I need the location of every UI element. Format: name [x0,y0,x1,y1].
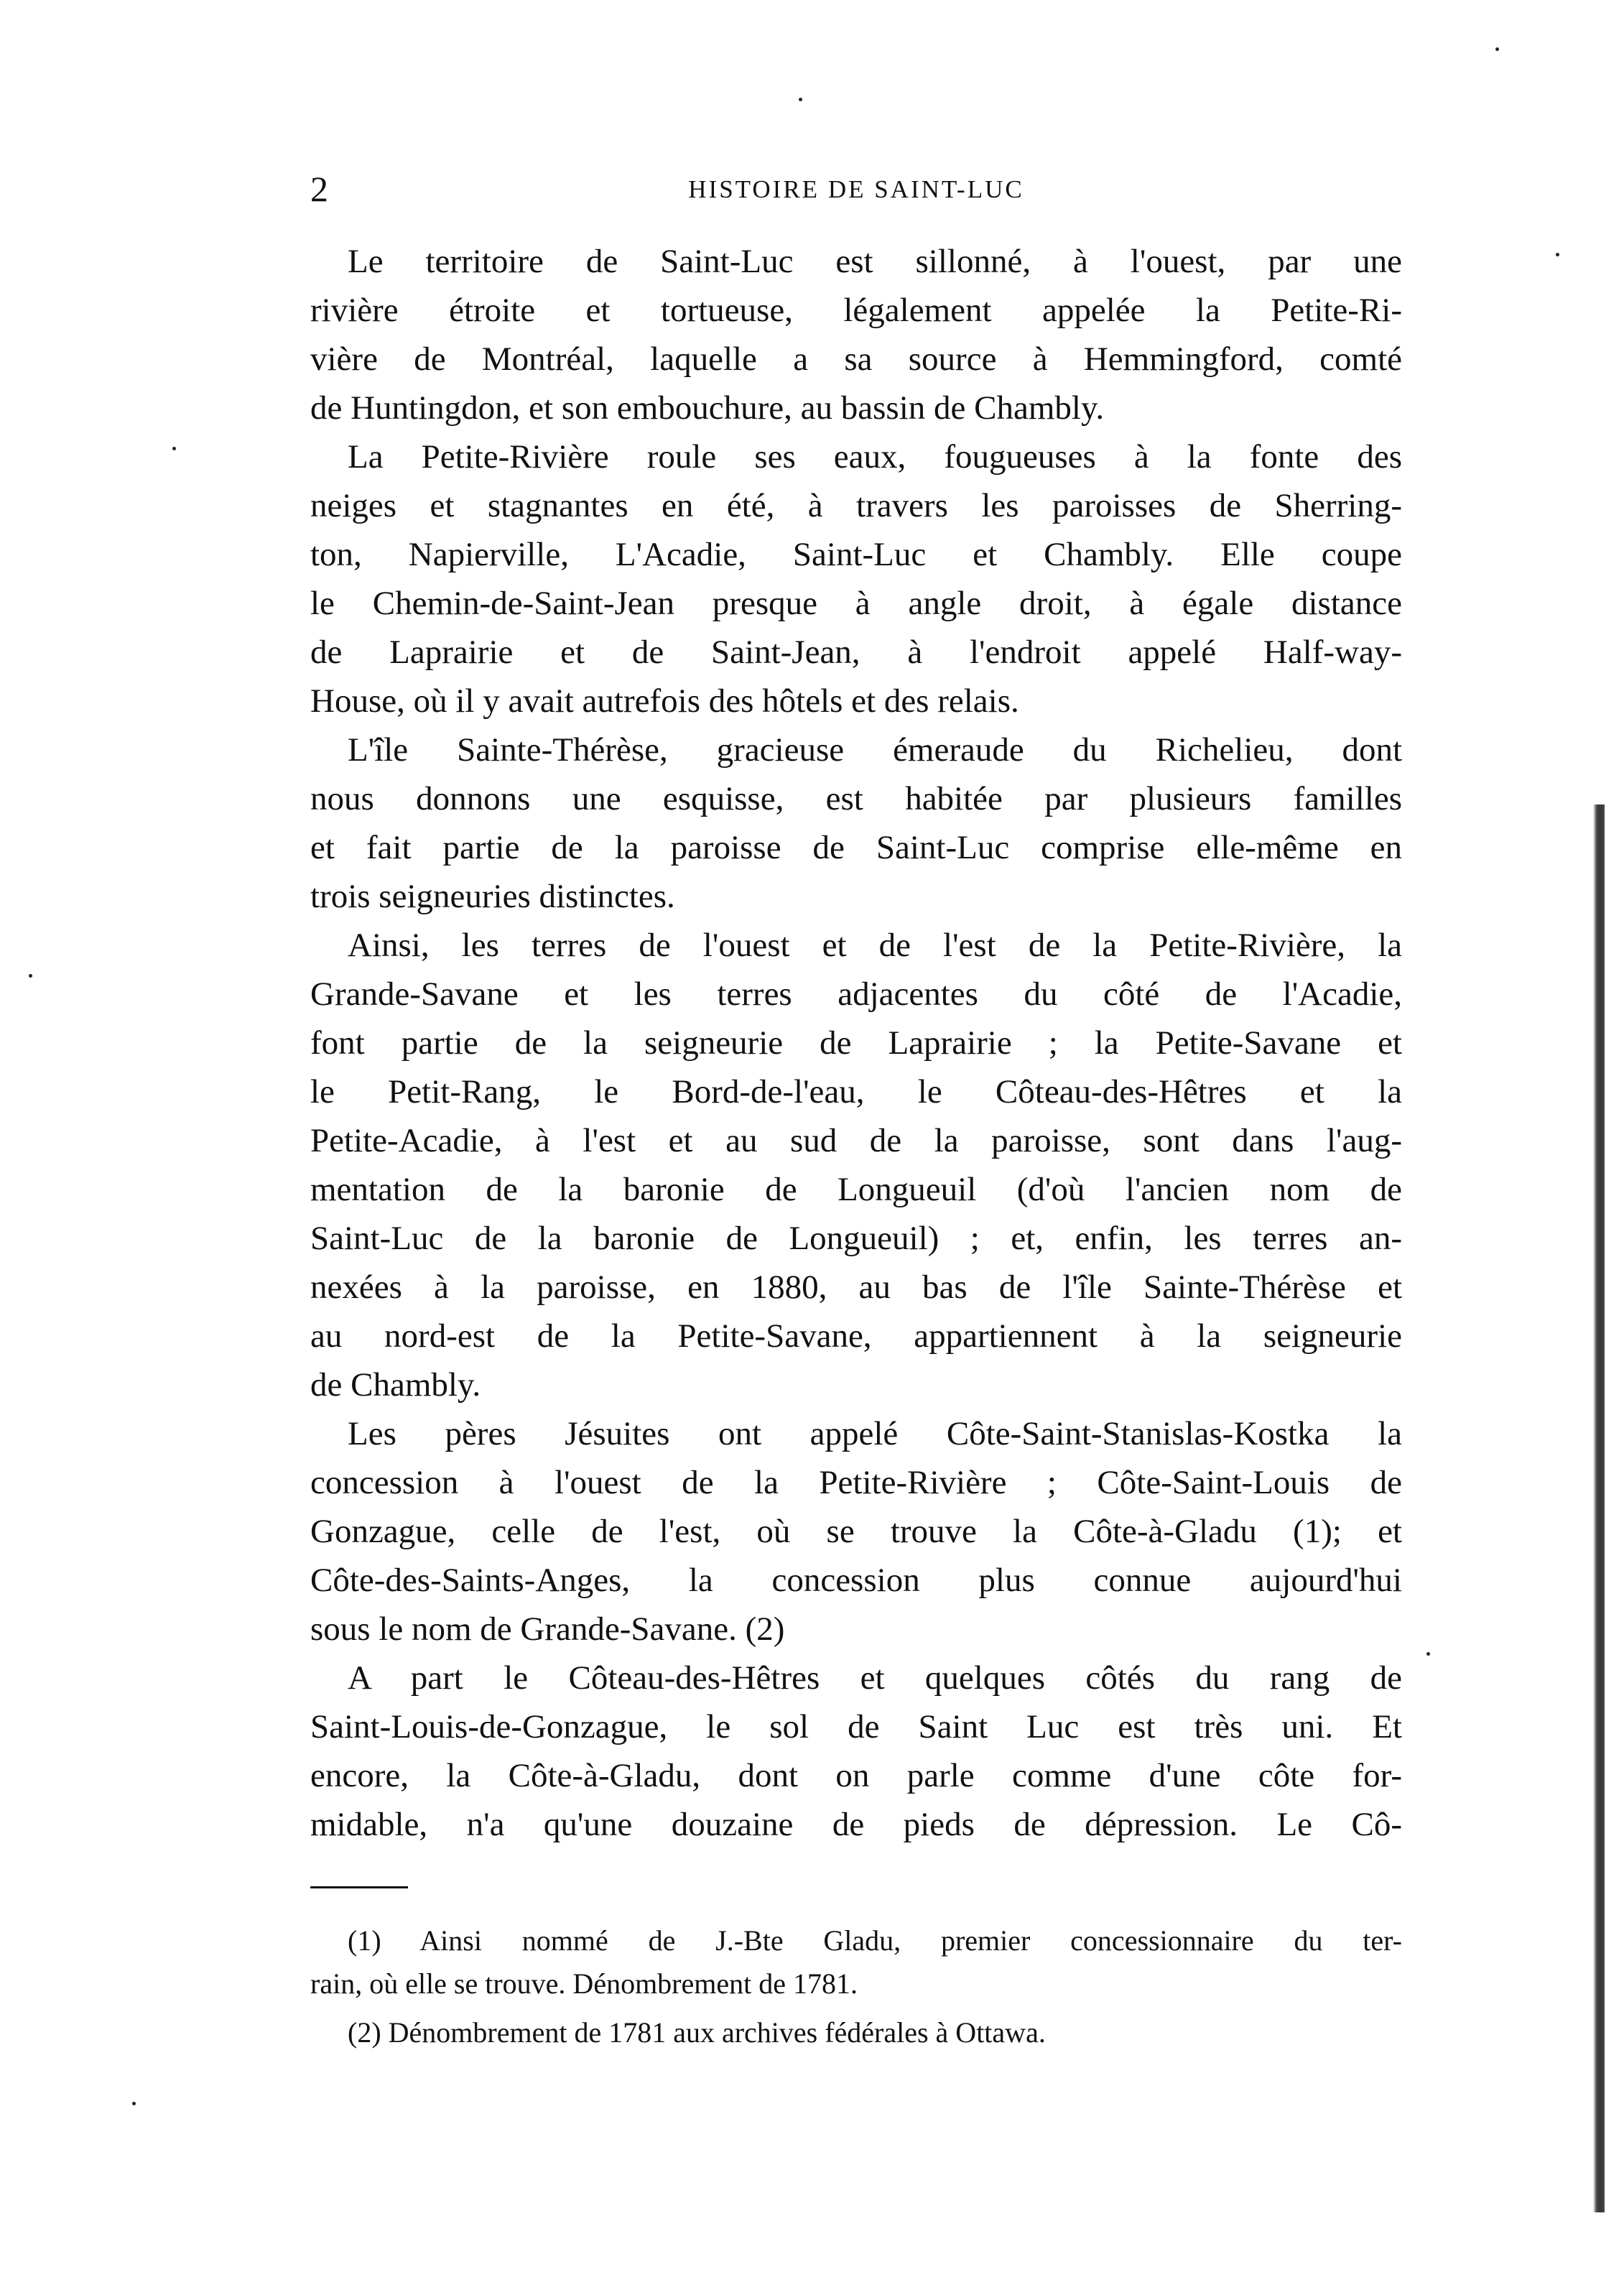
text-line: font partie de la seigneurie de Laprairie ; la Petite-Savane et [310,1024,1402,1062]
text-line: de Chambly. [310,1366,481,1404]
text-line: trois seigneuries distinctes. [310,878,675,915]
footnotes [310,1919,1402,2054]
text-line: Les pères Jésuites ont appelé Côte-Saint-Stanislas-Kostka la [348,1415,1402,1452]
scan-speck [132,2102,136,2105]
scan-speck [1426,1652,1430,1656]
text-line: encore, la Côte-à-Gladu, dont on parle comme d'une côte for- [310,1757,1402,1794]
text-line: neiges et stagnantes en été, à travers les paroisses de Sherring- [310,487,1402,524]
text-line: au nord-est de la Petite-Savane, appartiennent à la seigneurie [310,1317,1402,1355]
text-line: Côte-des-Saints-Anges, la concession plus connue aujourd'hui [310,1562,1402,1599]
text-line: concession à l'ouest de la Petite-Rivière ; Côte-Saint-Louis de [310,1464,1402,1501]
text-line: A part le Côteau-des-Hêtres et quelques côtés du rang de [348,1659,1402,1697]
text-line: nous donnons une esquisse, est habitée par plusieurs familles [310,780,1402,817]
text-line: Le territoire de Saint-Luc est sillonné, à l'ouest, par une [348,243,1402,280]
footnote-line: (2) Dénombrement de 1781 aux archives fédérales à Ottawa. [348,2016,1046,2049]
footnote-line: rain, où elle se trouve. Dénombrement de 1781. [310,1967,858,2000]
text-line: Ainsi, les terres de l'ouest et de l'est de la Petite-Rivière, la [348,927,1402,964]
text-line: Grande-Savane et les terres adjacentes du côté de l'Acadie, [310,975,1402,1013]
scan-speck [29,974,32,978]
text-line: et fait partie de la paroisse de Saint-Luc comprise elle-même en [310,829,1402,866]
scan-speck [1495,47,1499,51]
text-line: Saint-Louis-de-Gonzague, le sol de Saint Luc est très uni. Et [310,1708,1402,1745]
page-header [310,164,1402,214]
text-line: de Huntingdon, et son embouchure, au bassin de Chambly. [310,389,1105,427]
text-line: ton, Napierville, L'Acadie, Saint-Luc et Chambly. Elle coupe [310,536,1402,573]
text-line: nexées à la paroisse, en 1880, au bas de l'île Sainte-Thérèse et [310,1269,1402,1306]
running-title: HISTOIRE DE SAINT-LUC [688,175,1024,203]
scan-edge-shadow [1593,805,1605,2212]
scan-speck [172,447,176,450]
page-number: 2 [310,169,328,209]
text-line: le Chemin-de-Saint-Jean presque à angle droit, à égale distance [310,585,1402,622]
text-line: House, où il y avait autrefois des hôtels et des relais. [310,682,1019,720]
text-line: L'île Sainte-Thérèse, gracieuse émeraude du Richelieu, dont [348,731,1402,769]
footnote-line: (1) Ainsi nommé de J.-Bte Gladu, premier concessionnaire du ter- [348,1924,1402,1957]
text-line: de Laprairie et de Saint-Jean, à l'endroit appelé Half-way- [310,634,1402,671]
text-line: midable, n'a qu'une douzaine de pieds de dépression. Le Cô- [310,1806,1402,1843]
body-text [310,237,1402,1849]
text-line: La Petite-Rivière roule ses eaux, fougueuses à la fonte des [348,438,1402,476]
scan-speck [1556,253,1559,256]
footnote-rule [310,1886,408,1888]
text-line: le Petit-Rang, le Bord-de-l'eau, le Côteau-des-Hêtres et la [310,1073,1402,1111]
scan-speck [799,98,802,101]
text-line: Saint-Luc de la baronie de Longueuil) ; et, enfin, les terres an- [310,1220,1402,1257]
text-line: vière de Montréal, laquelle a sa source à Hemmingford, comté [310,340,1402,378]
text-line: Gonzague, celle de l'est, où se trouve la Côte-à-Gladu (1); et [310,1513,1402,1550]
text-line: rivière étroite et tortueuse, légalement appelée la Petite-Ri- [310,292,1402,329]
text-line: Petite-Acadie, à l'est et au sud de la paroisse, sont dans l'aug- [310,1122,1402,1159]
text-line: mentation de la baronie de Longueuil (d'où l'ancien nom de [310,1171,1402,1208]
text-line: sous le nom de Grande-Savane. (2) [310,1610,785,1648]
